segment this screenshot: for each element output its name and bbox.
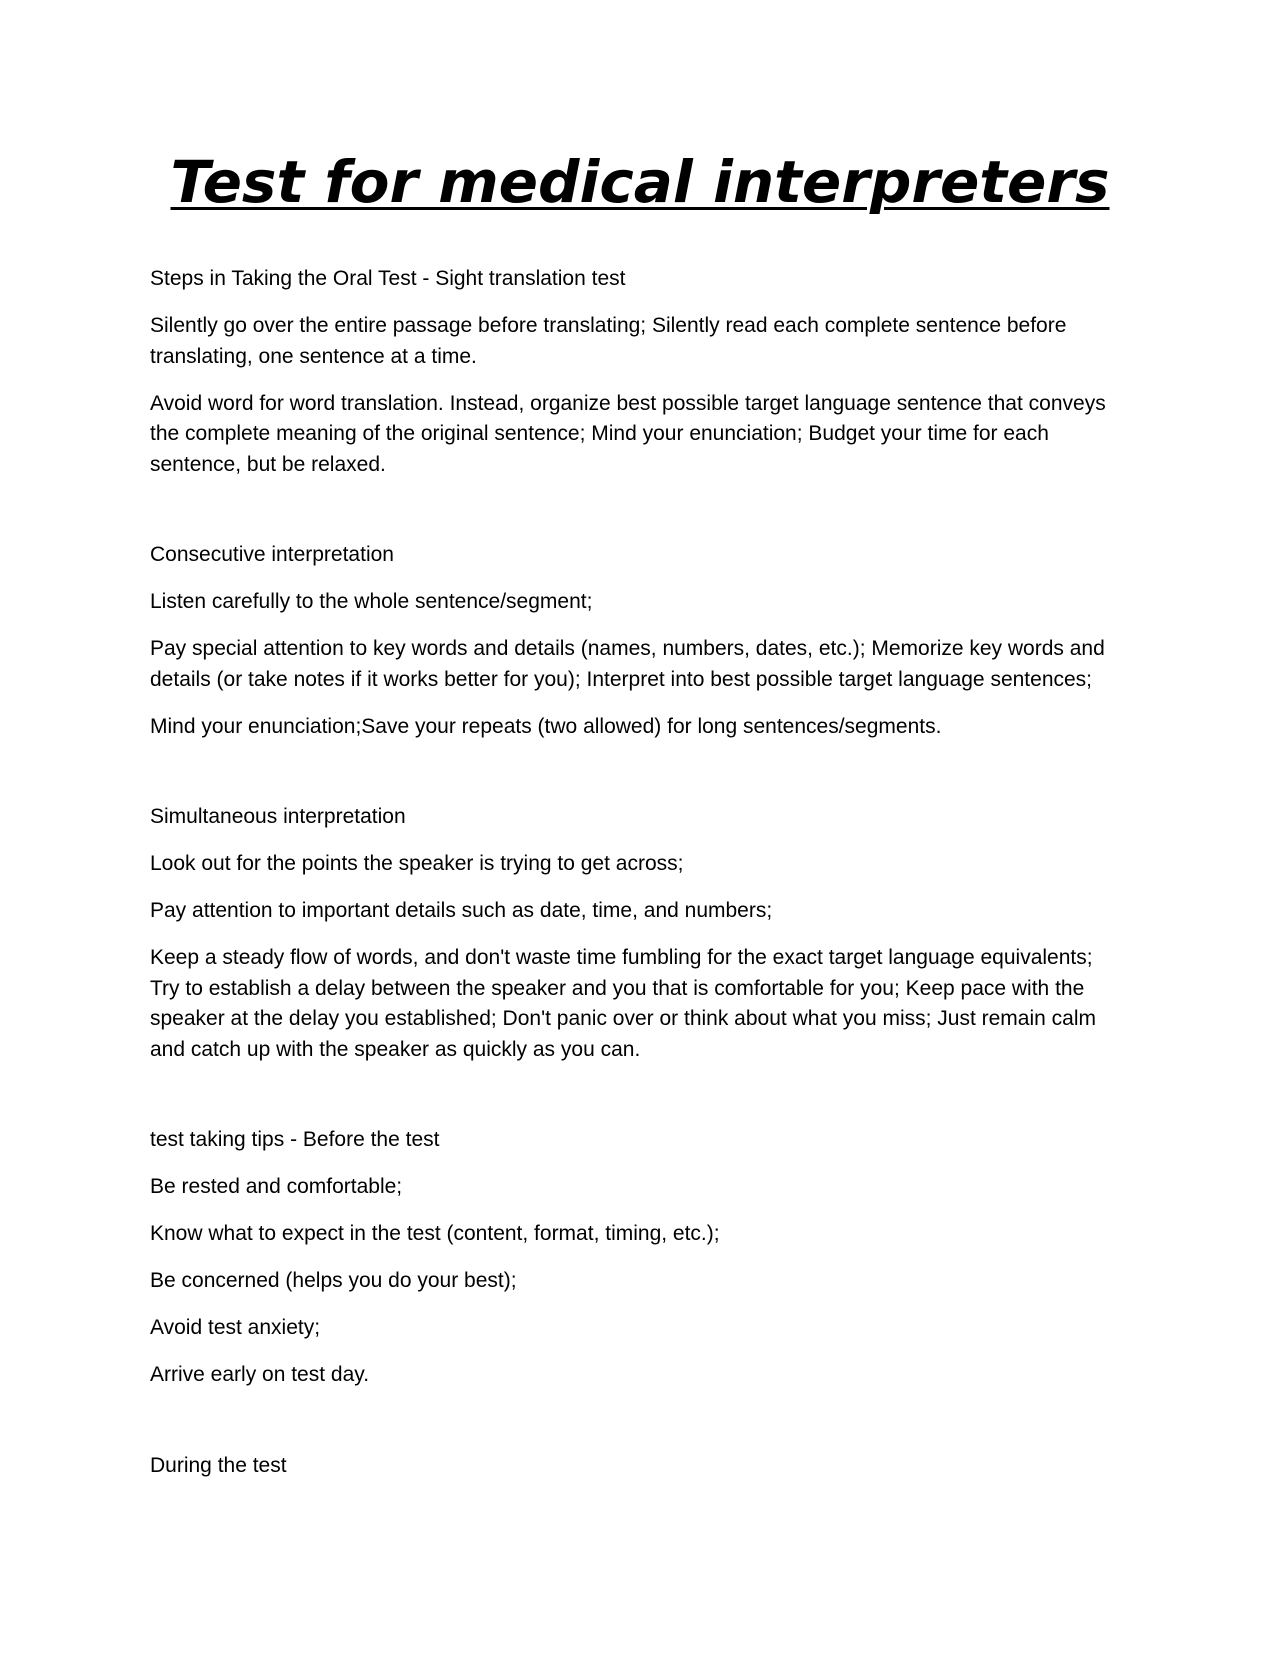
- paragraph: Avoid test anxiety;: [150, 1316, 321, 1339]
- paragraph: Avoid word for word translation. Instead, organize best possible target language sentence that conveys the complete meaning of the original sentence; Mind your enunciation; Budget your time for each sentence, but be relaxed.: [150, 391, 1106, 476]
- paragraph: Keep a steady flow of words, and don't waste time fumbling for the exact target language equivalents; Try to establish a delay between the speaker and you that is comfortable for you; Keep pace with the speaker at the delay you established; Don't panic over or think about what you miss; Just remain calm and catch up with the speaker as quickly as you can.: [150, 946, 1096, 1061]
- document-title: [0, 146, 1280, 218]
- section-heading-before-test: test taking tips - Before the test: [150, 1128, 440, 1151]
- paragraph: Know what to expect in the test (content, format, timing, etc.);: [150, 1222, 720, 1245]
- section-heading-sight-translation: Steps in Taking the Oral Test - Sight translation test: [150, 267, 626, 290]
- section-heading-consecutive: Consecutive interpretation: [150, 543, 394, 566]
- section-heading-simultaneous: Simultaneous interpretation: [150, 805, 406, 828]
- paragraph: Pay attention to important details such as date, time, and numbers;: [150, 899, 773, 922]
- paragraph: Listen carefully to the whole sentence/segment;: [150, 590, 593, 613]
- document-title-text: Test for medical interpreters: [170, 148, 1110, 216]
- paragraph: Look out for the points the speaker is trying to get across;: [150, 852, 684, 875]
- paragraph: Pay special attention to key words and details (names, numbers, dates, etc.); Memorize key words and details (or take notes if it works better for you); Interpret into best possible target language sentences;: [150, 637, 1105, 691]
- paragraph: Mind your enunciation;Save your repeats (two allowed) for long sentences/segments.: [150, 714, 942, 738]
- paragraph: Arrive early on test day.: [150, 1363, 370, 1386]
- paragraph: Silently go over the entire passage before translating; Silently read each complete sentence before translating, one sentence at a time.: [150, 314, 1067, 368]
- paragraph: Be rested and comfortable;: [150, 1175, 403, 1198]
- section-heading-during-test: During the test: [150, 1453, 287, 1477]
- paragraph: Be concerned (helps you do your best);: [150, 1269, 517, 1292]
- document-body: [150, 264, 1125, 1498]
